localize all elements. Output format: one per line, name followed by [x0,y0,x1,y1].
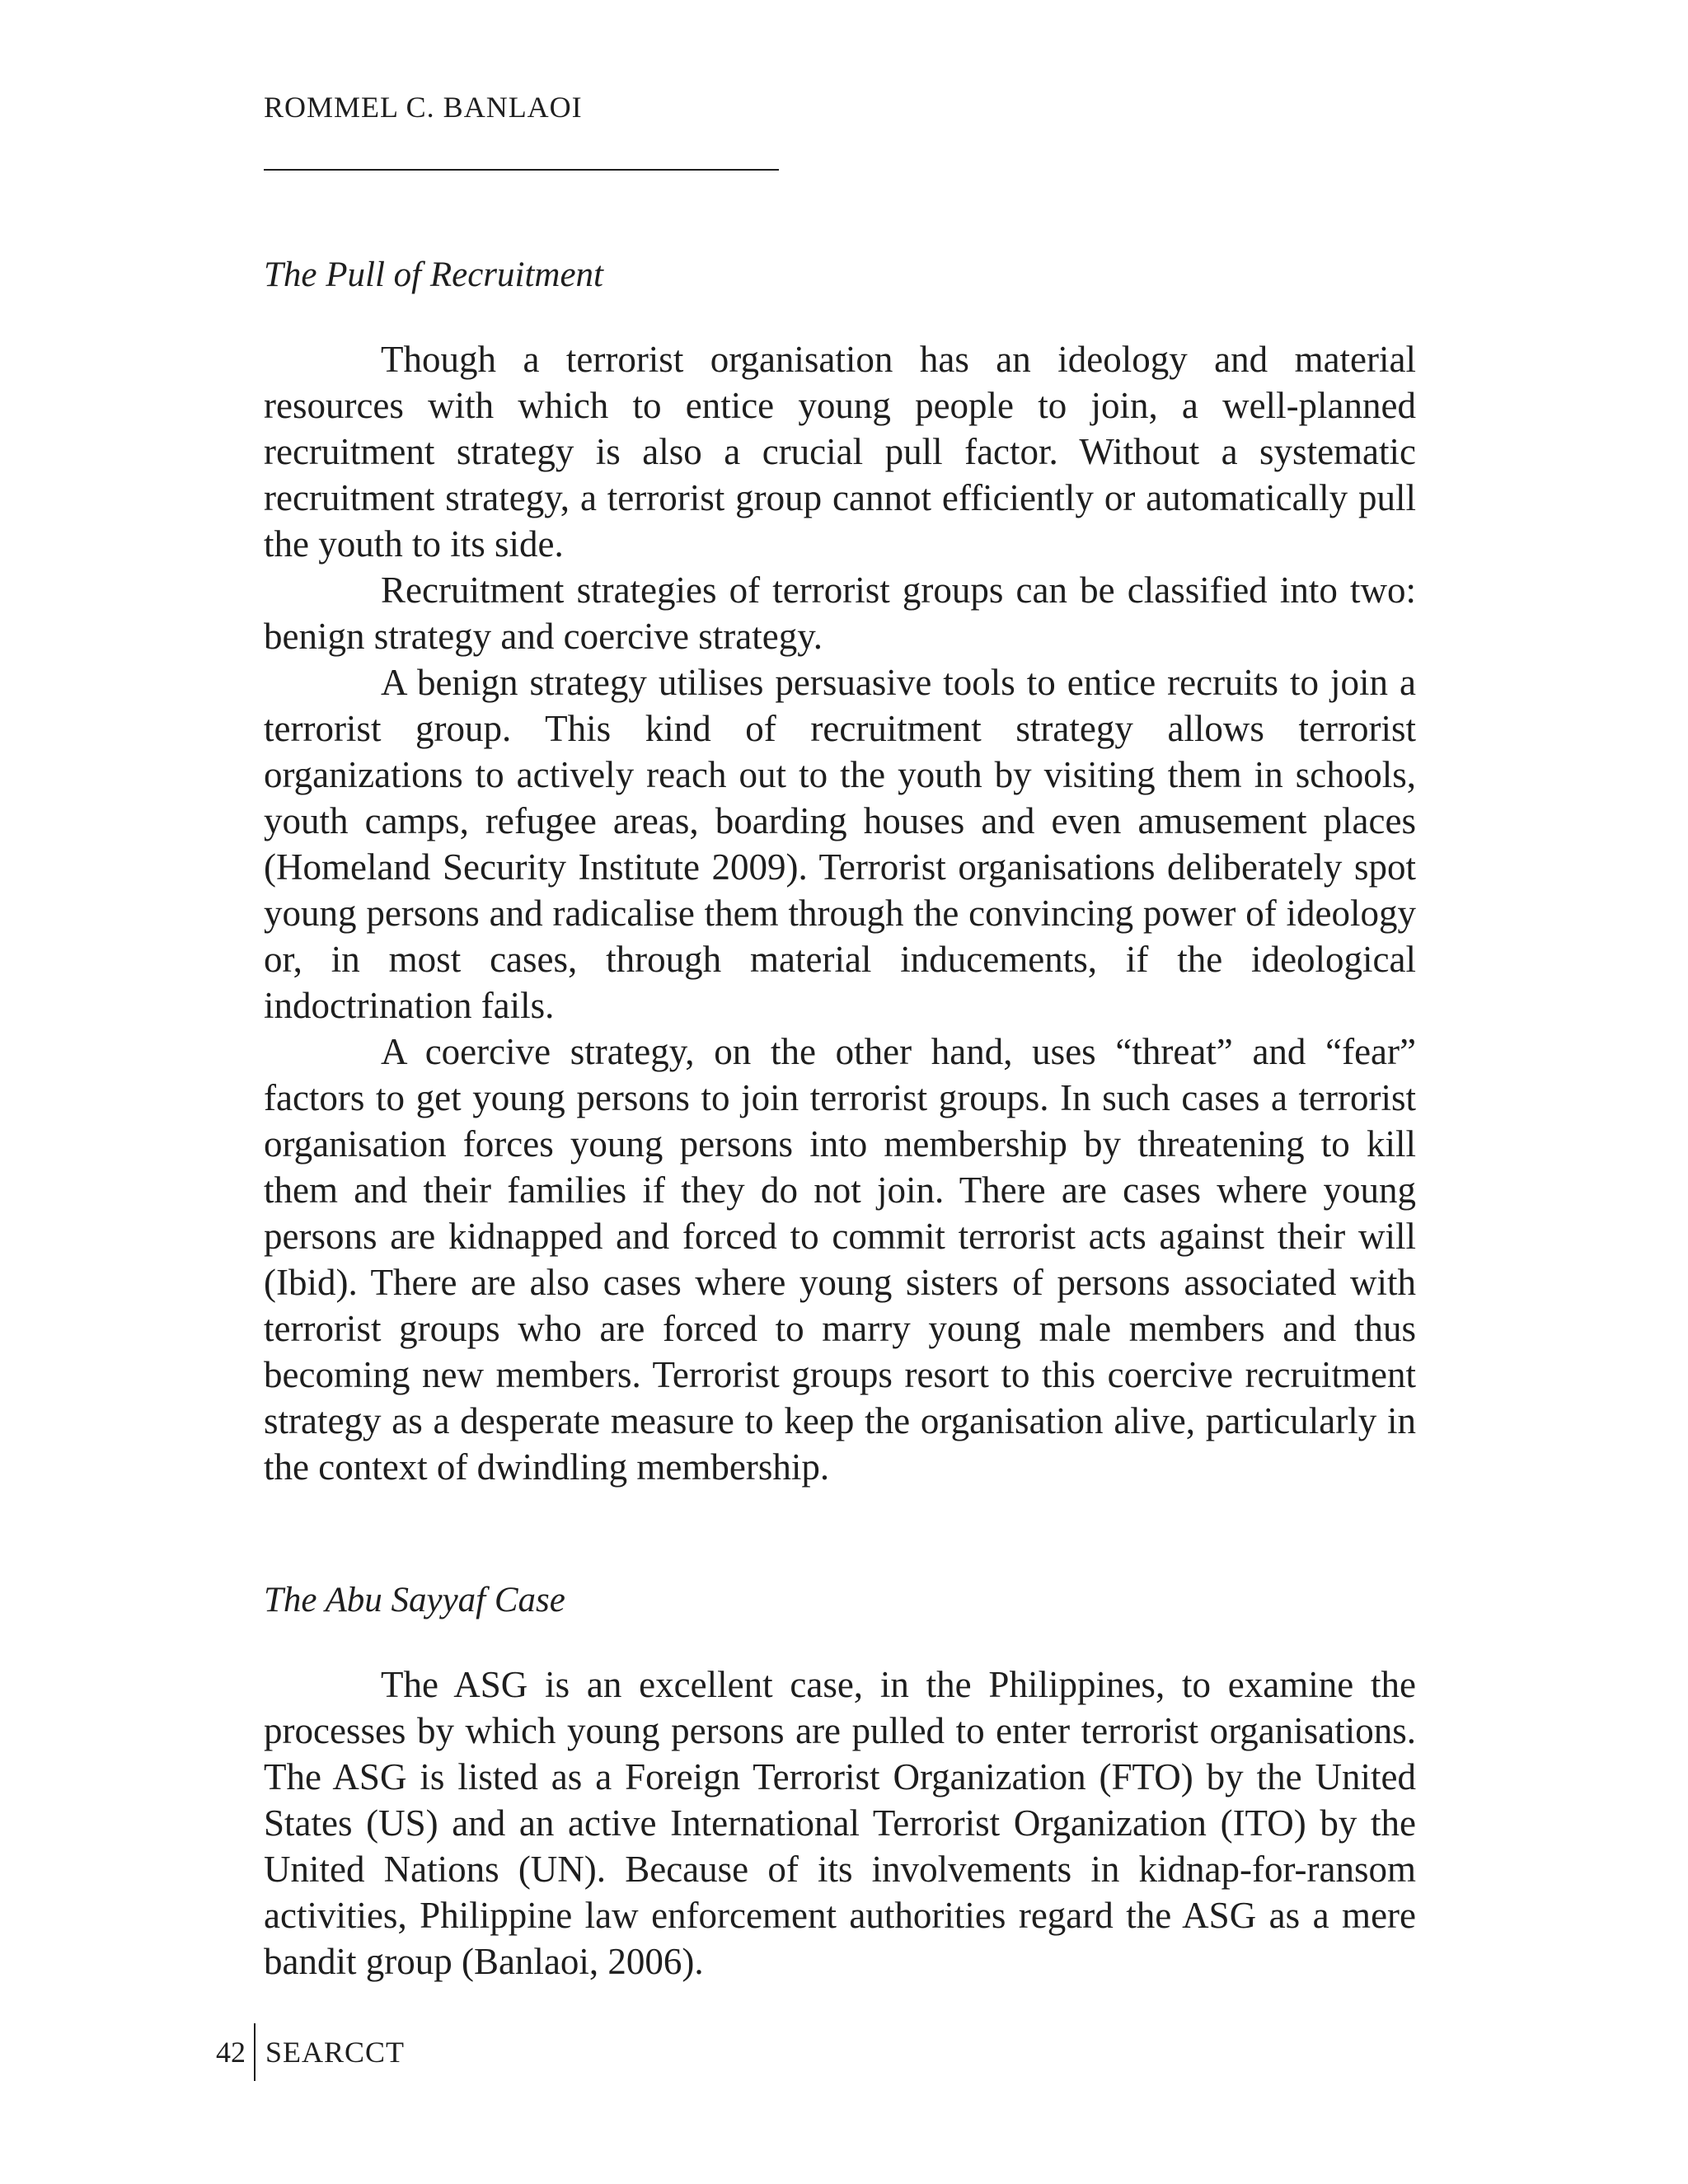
paragraph: A benign strategy utilises persuasive tools to entice recruits to join a terrorist group. This kind of recruitment strategy allows terrorist organizations to actively reach out to the youth by visiting them in schools, youth camps, refugee areas, boarding houses and even amusement places (Homeland Security Institute 2009). Terrorist organisations deliberately spot young persons and radicalise them through the convincing power of ideology or, in most cases, through material inducements, if the ideological indoctrination fails. [264,662,1416,1026]
paragraph: The ASG is an excellent case, in the Philippines, to examine the processes by which young persons are pulled to enter terrorist organisations. The ASG is listed as a Foreign Terrorist Organization (FTO) by the United States (US) and an active International Terrorist Organization (ITO) by the United Nations (UN). Because of its involvements in kidnap-for-ransom activities, Philippine law enforcement authorities regard the ASG as a mere bandit group (Banlaoi, 2006). [264,1664,1416,1982]
section-body-pull-of-recruitment [264,336,1416,1490]
author-name: ROMMEL C. BANLAOI [264,91,583,124]
publication-name: SEARCCT [265,2036,406,2069]
section-heading-pull-of-recruitment: The Pull of Recruitment [264,255,604,294]
page-footer [216,2023,405,2081]
paragraph: Recruitment strategies of terrorist groups can be classified into two: benign strategy and coercive strategy. [264,569,1416,657]
header-rule [264,169,779,171]
section-heading-abu-sayyaf-case: The Abu Sayyaf Case [264,1581,565,1619]
page-number: 42 [216,2036,246,2069]
paragraph: A coercive strategy, on the other hand, uses “threat” and “fear” factors to get young persons to join terrorist groups. In such cases a terrorist organisation forces young persons into membership by threatening to kill them and their families if they do not join. There are cases where young persons are kidnapped and forced to commit terrorist acts against their will (Ibid). There are also cases where young sisters of persons associated with terrorist groups who are forced to marry young male members and thus becoming new members. Terrorist groups resort to this coercive recruitment strategy as a desperate measure to keep the organisation alive, particularly in the context of dwindling membership. [264,1031,1416,1488]
paragraph: Though a terrorist organisation has an ideology and material resources with which to entice young people to join, a well-planned recruitment strategy is also a crucial pull factor. Without a systematic recruitment strategy, a terrorist group cannot efficiently or automatically pull the youth to its side. [264,339,1416,565]
section-body-abu-sayyaf-case [264,1661,1416,1985]
